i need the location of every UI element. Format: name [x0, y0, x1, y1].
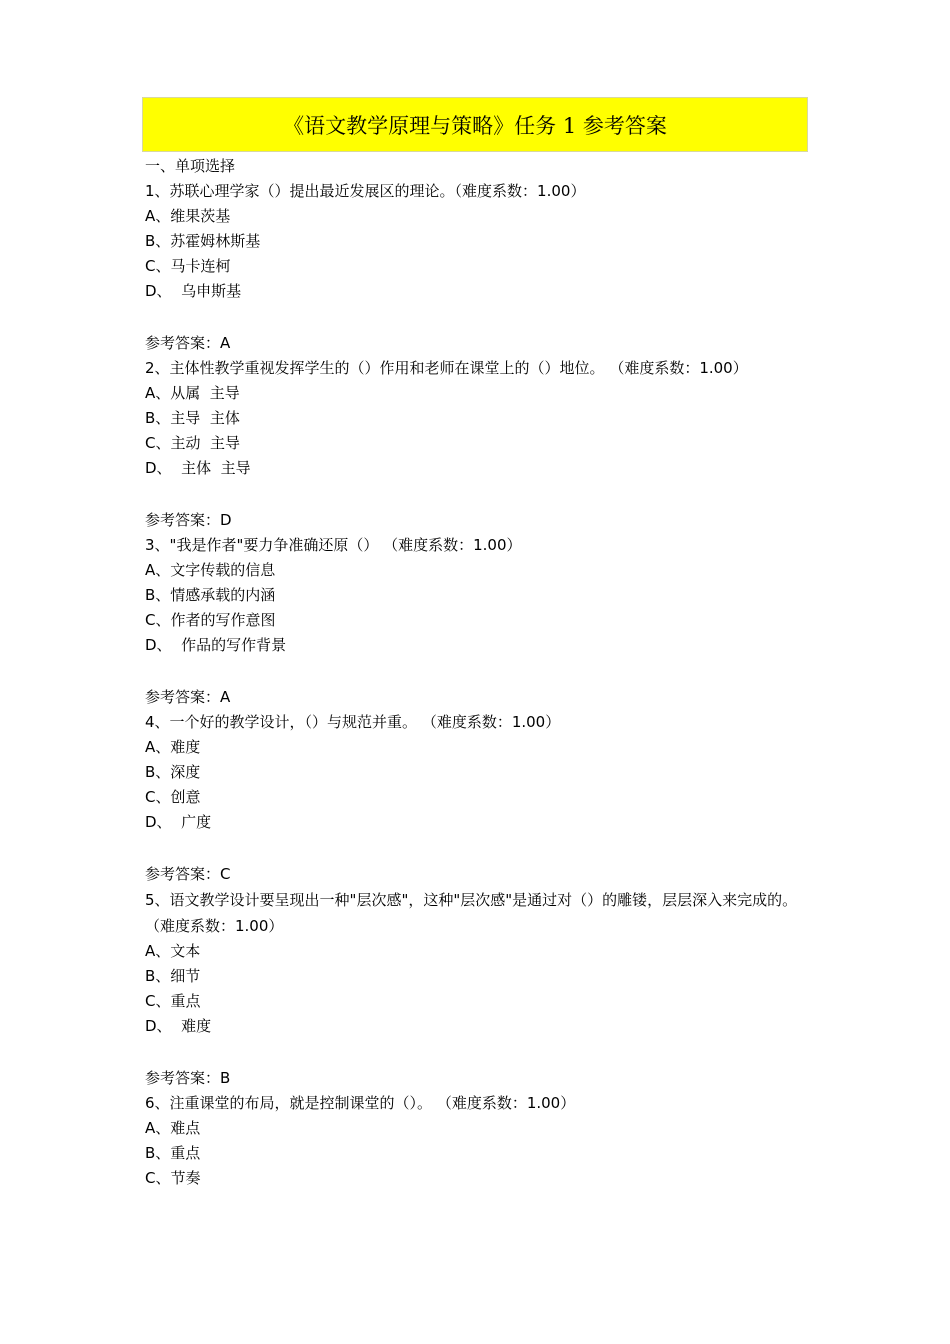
option: B、深度 [145, 763, 201, 781]
document-body [145, 154, 810, 1191]
answer-line: 参考答案：B [145, 1069, 231, 1087]
option: D、 广度 [145, 813, 212, 831]
option: B、苏霍姆林斯基 [145, 232, 261, 250]
option: B、重点 [145, 1144, 201, 1162]
option: C、马卡连柯 [145, 257, 231, 275]
answer-line: 参考答案：A [145, 334, 231, 352]
option: B、主导 主体 [145, 409, 240, 427]
answer-line: 参考答案：A [145, 688, 231, 706]
option: A、难度 [145, 738, 201, 756]
option: B、情感承载的内涵 [145, 586, 276, 604]
question-stem: 5、语文教学设计要呈现出一种"层次感"，这种"层次感"是通过对（）的雕镂，层层深入来完成的。（难度系数：1.00） [145, 891, 798, 935]
question-stem: 3、"我是作者"要力争准确还原（） （难度系数：1.00） [145, 536, 522, 554]
option: C、作者的写作意图 [145, 611, 276, 629]
option: D、 难度 [145, 1017, 212, 1035]
section-heading: 一、单项选择 [145, 157, 236, 175]
option: C、重点 [145, 992, 201, 1010]
question-stem: 4、一个好的教学设计，（）与规范并重。 （难度系数：1.00） [145, 713, 561, 731]
option: D、 作品的写作背景 [145, 636, 287, 654]
question-stem: 6、注重课堂的布局，就是控制课堂的（）。 （难度系数：1.00） [145, 1094, 576, 1112]
option: A、文字传载的信息 [145, 561, 276, 579]
answer-line: 参考答案：D [145, 511, 232, 529]
option: A、文本 [145, 942, 201, 960]
option: C、创意 [145, 788, 201, 806]
option: B、细节 [145, 967, 201, 985]
title-banner [142, 97, 808, 152]
option: C、主动 主导 [145, 434, 241, 452]
option: C、节奏 [145, 1169, 201, 1187]
option: D、 主体 主导 [145, 459, 251, 477]
option: A、从属 主导 [145, 384, 240, 402]
answer-line: 参考答案：C [145, 865, 231, 883]
question-stem: 1、苏联心理学家（）提出最近发展区的理论。（难度系数：1.00） [145, 182, 586, 200]
document-title: 《语文教学原理与策略》任务 1 参考答案 [283, 113, 667, 138]
question-stem: 2、主体性教学重视发挥学生的（）作用和老师在课堂上的（）地位。 （难度系数：1.00） [145, 359, 748, 377]
option: A、难点 [145, 1119, 201, 1137]
option: D、 乌申斯基 [145, 282, 242, 300]
option: A、维果茨基 [145, 207, 231, 225]
